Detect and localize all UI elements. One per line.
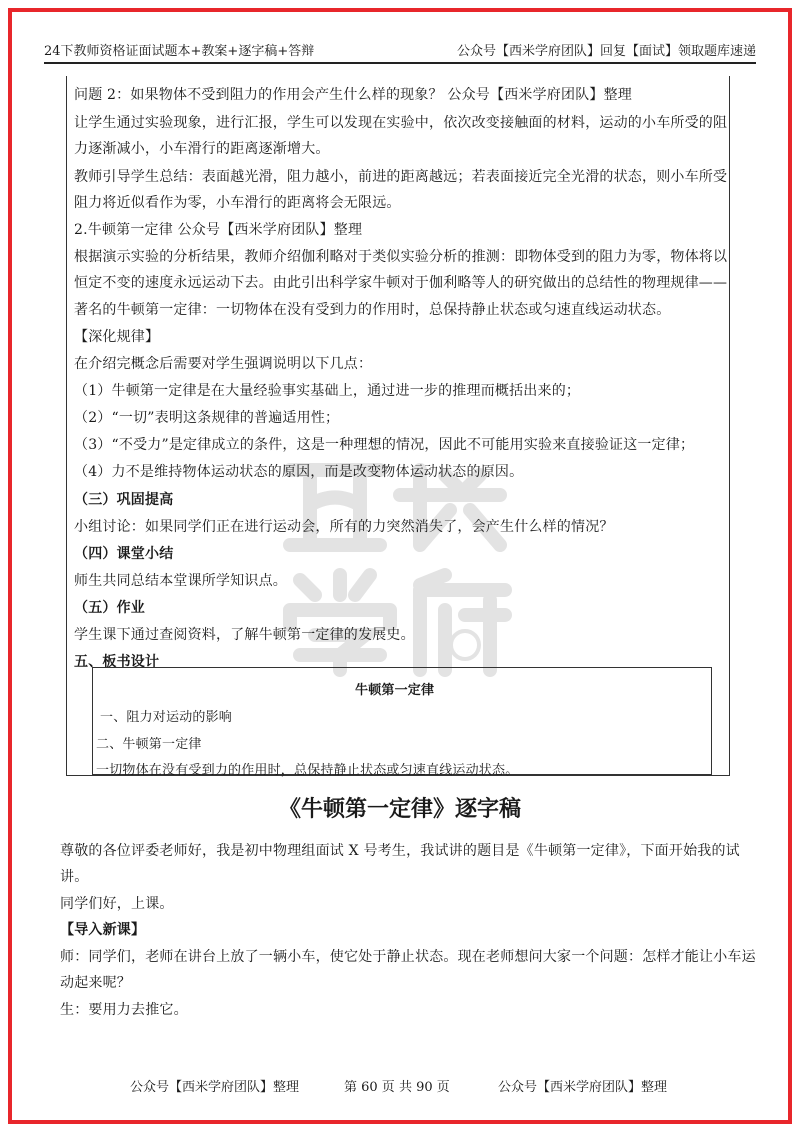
text-line: 阻力将近似看作为零，小车滑行的距离将会无限远。	[74, 195, 401, 211]
text-line: 力逐渐减小，小车滑行的距离逐渐增大。	[74, 141, 330, 157]
board-line: 一、阻力对运动的影响	[100, 710, 233, 725]
text-line: 著名的牛顿第一定律：一切物体在没有受到力的作用时，总保持静止状态或匀速直线运动状态。	[74, 302, 671, 318]
text-line: 师生共同总结本堂课所学知识点。	[74, 573, 287, 589]
section-heading-deepen: 【深化规律】	[74, 329, 160, 345]
list-item: （3）“不受力”是定律成立的条件，这是一种理想的情况，因此不可能用实验来直接验证这一定律；	[74, 437, 695, 453]
section-heading-newton-law: 2.牛顿第一定律 公众号【西米学府团队】整理	[74, 222, 363, 238]
question-2-line: 问题 2：如果物体不受到阻力的作用会产生什么样的现象？ 公众号【西米学府团队】整理	[74, 87, 633, 103]
footer-left: 公众号【西米学府团队】整理	[130, 1080, 300, 1095]
board-line: 二、牛顿第一定律	[96, 737, 202, 752]
header-divider	[44, 62, 756, 64]
list-item: （1）牛顿第一定律是在大量经验事实基础上，通过进一步的推理而概括出来的；	[74, 383, 581, 399]
board-line: 一切物体在没有受到力的作用时，总保持静止状态或匀速直线运动状态。	[96, 763, 519, 778]
section-heading-consolidate: （三）巩固提高	[74, 492, 174, 508]
text-line: 尊敬的各位评委老师好，我是初中物理组面试 X 号考生，我试讲的题目是《牛顿第一定律》，下面开始我的试	[60, 843, 740, 859]
section-heading-board-design: 五、板书设计	[74, 654, 160, 670]
text-line: 动起来呢？	[60, 975, 131, 991]
page-number: 第 60 页 共 90 页	[344, 1080, 450, 1095]
text-line: 恒定不变的速度永远运动下去。由此引出科学家牛顿对于伽利略等人的研究做出的总结性的物理规律——	[74, 275, 728, 291]
text-line: 在介绍完概念后需要对学生强调说明以下几点：	[74, 356, 373, 372]
text-line: 让学生通过实验现象，进行汇报，学生可以发现在实验中，依次改变接触面的材料，运动的小车所受的阻	[74, 115, 728, 131]
section-heading-homework: （五）作业	[74, 600, 145, 616]
text-line: 根据演示实验的分析结果，教师介绍伽利略对于类似实验分析的推测：即物体受到的阻力为零，物体将以	[74, 249, 728, 265]
text-line: 学生课下通过查阅资料，了解牛顿第一定律的发展史。	[74, 627, 415, 643]
page-header	[44, 38, 756, 60]
text-line: 小组讨论：如果同学们正在进行运动会，所有的力突然消失了，会产生什么样的情况？	[74, 519, 614, 535]
document-title: 《牛顿第一定律》逐字稿	[278, 797, 521, 822]
section-heading-intro: 【导入新课】	[60, 922, 146, 938]
text-line: 生：要用力去推它。	[60, 1002, 188, 1018]
header-right-text: 公众号【西米学府团队】回复【面试】领取题库速递	[456, 44, 756, 59]
board-title: 牛顿第一定律	[355, 683, 435, 698]
list-item: （4）力不是维持物体运动状态的原因，而是改变物体运动状态的原因。	[74, 464, 524, 480]
text-line: 教师引导学生总结：表面越光滑，阻力越小，前进的距离越远；若表面接近完全光滑的状态，则小车所受	[74, 169, 728, 185]
text-line: 师：同学们，老师在讲台上放了一辆小车，使它处于静止状态。现在老师想问大家一个问题：怎样才能让小车运	[60, 949, 756, 965]
header-left-text: 24下教师资格证面试题本+教案+逐字稿+答辩	[44, 44, 315, 59]
text-line: 讲。	[60, 869, 89, 885]
footer-right: 公众号【西米学府团队】整理	[498, 1080, 668, 1095]
list-item: （2）“一切”表明这条规律的普遍适用性；	[74, 410, 340, 426]
text-line: 同学们好，上课。	[60, 896, 174, 912]
section-heading-summary: （四）课堂小结	[74, 546, 174, 562]
